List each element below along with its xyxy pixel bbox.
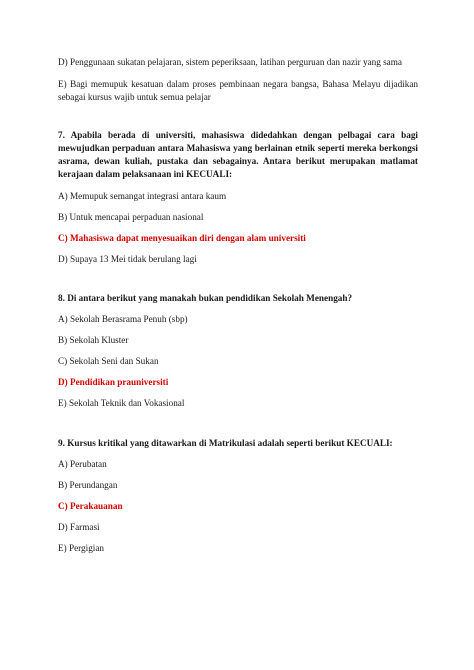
q8-question: 8. Di antara berikut yang manakah bukan pendidikan Sekolah Menengah?: [58, 293, 353, 303]
q7-option-a: A) Memupuk semangat integrasi antara kaum: [58, 191, 227, 201]
q9-option-a: A) Perubatan: [58, 459, 107, 469]
q7-question: 7. Apabila berada di universiti, mahasiswa didedahkan dengan pelbagai cara bagi mewujudkan perpaduan antara Mahasiswa yang berlainan etnik seperti mereka berkongsi asrama, dewan kuliah, pustaka dan sebagainya. Antara berikut merupakan matlamat kerajaan dalam pelaksanaan ini KECUALI:: [58, 130, 418, 179]
q9-option-c-answer: C) Perakauanan: [58, 501, 123, 511]
q7-option-b: B) Untuk mencapai perpaduan nasional: [58, 212, 204, 222]
q9-option-b: B) Perundangan: [58, 480, 118, 490]
q6-option-e: E) Bagi memupuk kesatuan dalam proses pembinaan negara bangsa, Bahasa Melayu dijadikan sebagai kursus wajib untuk semua pelajar: [58, 79, 418, 102]
q9-option-e: E) Pergigian: [58, 543, 105, 553]
q8-option-b: B) Sekolah Kluster: [58, 335, 129, 345]
q8-option-c: C) Sekolah Seni dan Sukan: [58, 356, 159, 366]
q8-option-a: A) Sekolah Berasrama Penuh (sbp): [58, 314, 188, 324]
q9-question: 9. Kursus kritikal yang ditawarkan di Matrikulasi adalah seperti berikut KECUALI:: [58, 438, 393, 448]
q8-option-e: E) Sekolah Teknik dan Vokasional: [58, 398, 185, 408]
q7-option-c-answer: C) Mahasiswa dapat menyesuaikan diri dengan alam universiti: [58, 233, 306, 243]
q9-option-d: D) Farmasi: [58, 522, 100, 532]
q7-option-d: D) Supaya 13 Mei tidak berulang lagi: [58, 254, 197, 264]
q6-option-d: D) Penggunaan sukatan pelajaran, sistem peperiksaan, latihan perguruan dan nazir yang sama: [58, 57, 402, 67]
q8-option-d-answer: D) Pendidikan prauniversiti: [58, 377, 169, 387]
